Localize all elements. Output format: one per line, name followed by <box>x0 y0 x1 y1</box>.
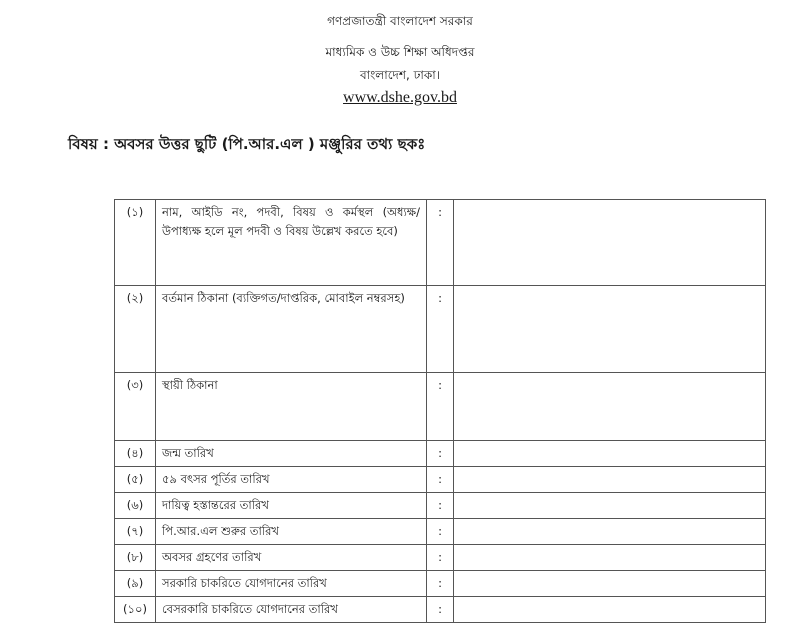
header-location: বাংলাদেশ, ঢাকা। <box>359 68 441 82</box>
row-separator: : <box>427 373 454 441</box>
row-value-field[interactable] <box>454 519 766 545</box>
row-label: জন্ম তারিখ <box>156 441 427 467</box>
table-row <box>115 200 766 286</box>
row-value-field[interactable] <box>454 441 766 467</box>
row-separator: : <box>427 493 454 519</box>
row-value-field[interactable] <box>454 286 766 373</box>
row-value-field[interactable] <box>454 200 766 286</box>
table-row <box>115 597 766 623</box>
row-number: (৫) <box>115 467 156 493</box>
table-row <box>115 519 766 545</box>
row-label: পি.আর.এল শুরুর তারিখ <box>156 519 427 545</box>
header-directorate: মাধ্যমিক ও উচ্চ শিক্ষা অধিদপ্তর <box>325 45 475 59</box>
header-government: গণপ্রজাতন্ত্রী বাংলাদেশ সরকার <box>327 14 473 28</box>
row-value-field[interactable] <box>454 571 766 597</box>
row-label: অবসর গ্রহণের তারিখ <box>156 545 427 571</box>
row-number: (১) <box>115 200 156 286</box>
row-number: (৯) <box>115 571 156 597</box>
row-value-field[interactable] <box>454 597 766 623</box>
row-number: (৪) <box>115 441 156 467</box>
row-label: ৫৯ বৎসর পূর্তির তারিখ <box>156 467 427 493</box>
table-row <box>115 286 766 373</box>
row-number: (৭) <box>115 519 156 545</box>
table-row <box>115 571 766 597</box>
row-separator: : <box>427 441 454 467</box>
subject-heading: বিষয় : অবসর উত্তর ছুটি (পি.আর.এল ) মঞ্জুরির তথ্য ছকঃ <box>68 135 426 153</box>
row-separator: : <box>427 200 454 286</box>
row-value-field[interactable] <box>454 545 766 571</box>
row-number: (২) <box>115 286 156 373</box>
row-value-field[interactable] <box>454 373 766 441</box>
row-label: নাম, আইডি নং, পদবী, বিষয় ও কর্মস্থল (অধ্যক্ষ/উপাধ্যক্ষ হলে মূল পদবী ও বিষয় উল্লেখ করতে হবে) <box>156 200 427 286</box>
table-row <box>115 373 766 441</box>
table-row <box>115 441 766 467</box>
row-value-field[interactable] <box>454 467 766 493</box>
table-row <box>115 545 766 571</box>
prl-info-table <box>114 199 766 623</box>
table-row <box>115 493 766 519</box>
row-number: (৩) <box>115 373 156 441</box>
row-separator: : <box>427 545 454 571</box>
row-number: (১০) <box>115 597 156 623</box>
website-link[interactable]: www.dshe.gov.bd <box>343 89 457 106</box>
row-label: বর্তমান ঠিকানা (ব্যক্তিগত/দাপ্তরিক, মোবাইল নম্বরসহ) <box>156 286 427 373</box>
row-number: (৮) <box>115 545 156 571</box>
row-number: (৬) <box>115 493 156 519</box>
row-label: বেসরকারি চাকরিতে যোগদানের তারিখ <box>156 597 427 623</box>
row-label: দায়িত্ব হস্তান্তরের তারিখ <box>156 493 427 519</box>
row-separator: : <box>427 467 454 493</box>
row-separator: : <box>427 571 454 597</box>
row-label: স্থায়ী ঠিকানা <box>156 373 427 441</box>
row-separator: : <box>427 519 454 545</box>
row-separator: : <box>427 597 454 623</box>
row-separator: : <box>427 286 454 373</box>
row-value-field[interactable] <box>454 493 766 519</box>
table-row <box>115 467 766 493</box>
row-label: সরকারি চাকরিতে যোগদানের তারিখ <box>156 571 427 597</box>
